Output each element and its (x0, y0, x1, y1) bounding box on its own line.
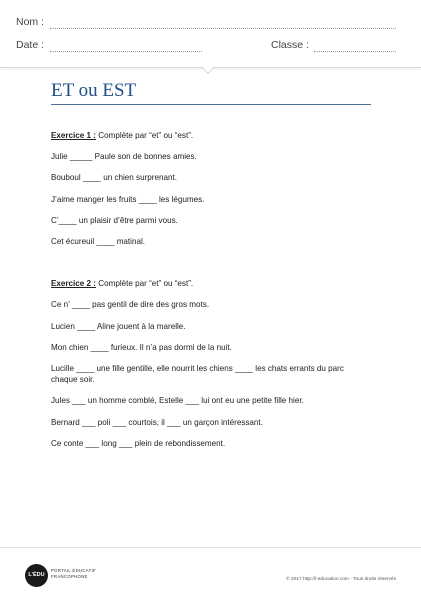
section-gap (51, 257, 371, 278)
classe-field[interactable] (314, 51, 396, 52)
date-field[interactable] (50, 51, 202, 52)
portal-line-2: FRANCOPHONE (51, 574, 88, 579)
exercise-2-instruction: Complète par “et” ou “est”. (96, 279, 194, 289)
exercise-2-line: Ce n’ ____ pas gentil de dire des gros mots. (51, 300, 210, 310)
date-label: Date : (16, 39, 45, 51)
exercise-1-label: Exercice 1 : (51, 131, 96, 140)
worksheet-content (51, 130, 371, 459)
exercise-2-line: Lucille ____ une fille gentille, elle nourrit les chiens ____ les chats errants du parc chaque soir. (51, 364, 344, 385)
exercise-2-label: Exercice 2 : (51, 279, 96, 289)
exercise-1-line: Cet écureuil ____ matinal. (51, 237, 146, 247)
exercise-1-line: Julie _____ Paule son de bonnes amies. (51, 152, 197, 162)
copyright-notice: © 2017 http://l-education.com - Tous droits réservés (286, 577, 396, 582)
exercise-1-instruction: Complète par “et” ou “est”. (96, 131, 194, 140)
exercise-1-line: J’aime manger les fruits ____ les légumes. (51, 194, 205, 204)
exercise-2-line: Lucien ____ Aline jouent à la marelle. (51, 321, 186, 331)
exercise-1-line: Bouboul ____ un chien surprenant. (51, 173, 177, 183)
footer-divider (0, 547, 421, 548)
exercise-1-heading (51, 130, 371, 141)
nom-label: Nom : (16, 16, 45, 28)
title-underline (51, 104, 371, 105)
ledu-logo: L’ÉDU (25, 564, 48, 587)
exercise-2-heading (51, 278, 371, 289)
classe-label: Classe : (271, 39, 309, 51)
portal-name (51, 568, 96, 580)
worksheet-header (0, 0, 421, 68)
exercise-2-line: Ce conte ___ long ___ plein de rebondissement. (51, 438, 226, 448)
nom-field[interactable] (50, 28, 396, 29)
exercise-2-line: Bernard ___ poli ___ courtois, il ___ un garçon intéressant. (51, 417, 263, 427)
exercise-2-line: Mon chien ____ furieux. Il n’a pas dormi de la nuit. (51, 342, 232, 352)
portal-line-1: PORTAIL ÉDUCATIF (51, 568, 96, 573)
page-title: ET ou EST (51, 80, 137, 101)
exercise-2-line: Jules ___ un homme comblé, Estelle ___ lui ont eu une petite fille hier. (51, 396, 304, 406)
exercise-1-line: C’____ un plaisir d’être parmi vous. (51, 215, 178, 225)
